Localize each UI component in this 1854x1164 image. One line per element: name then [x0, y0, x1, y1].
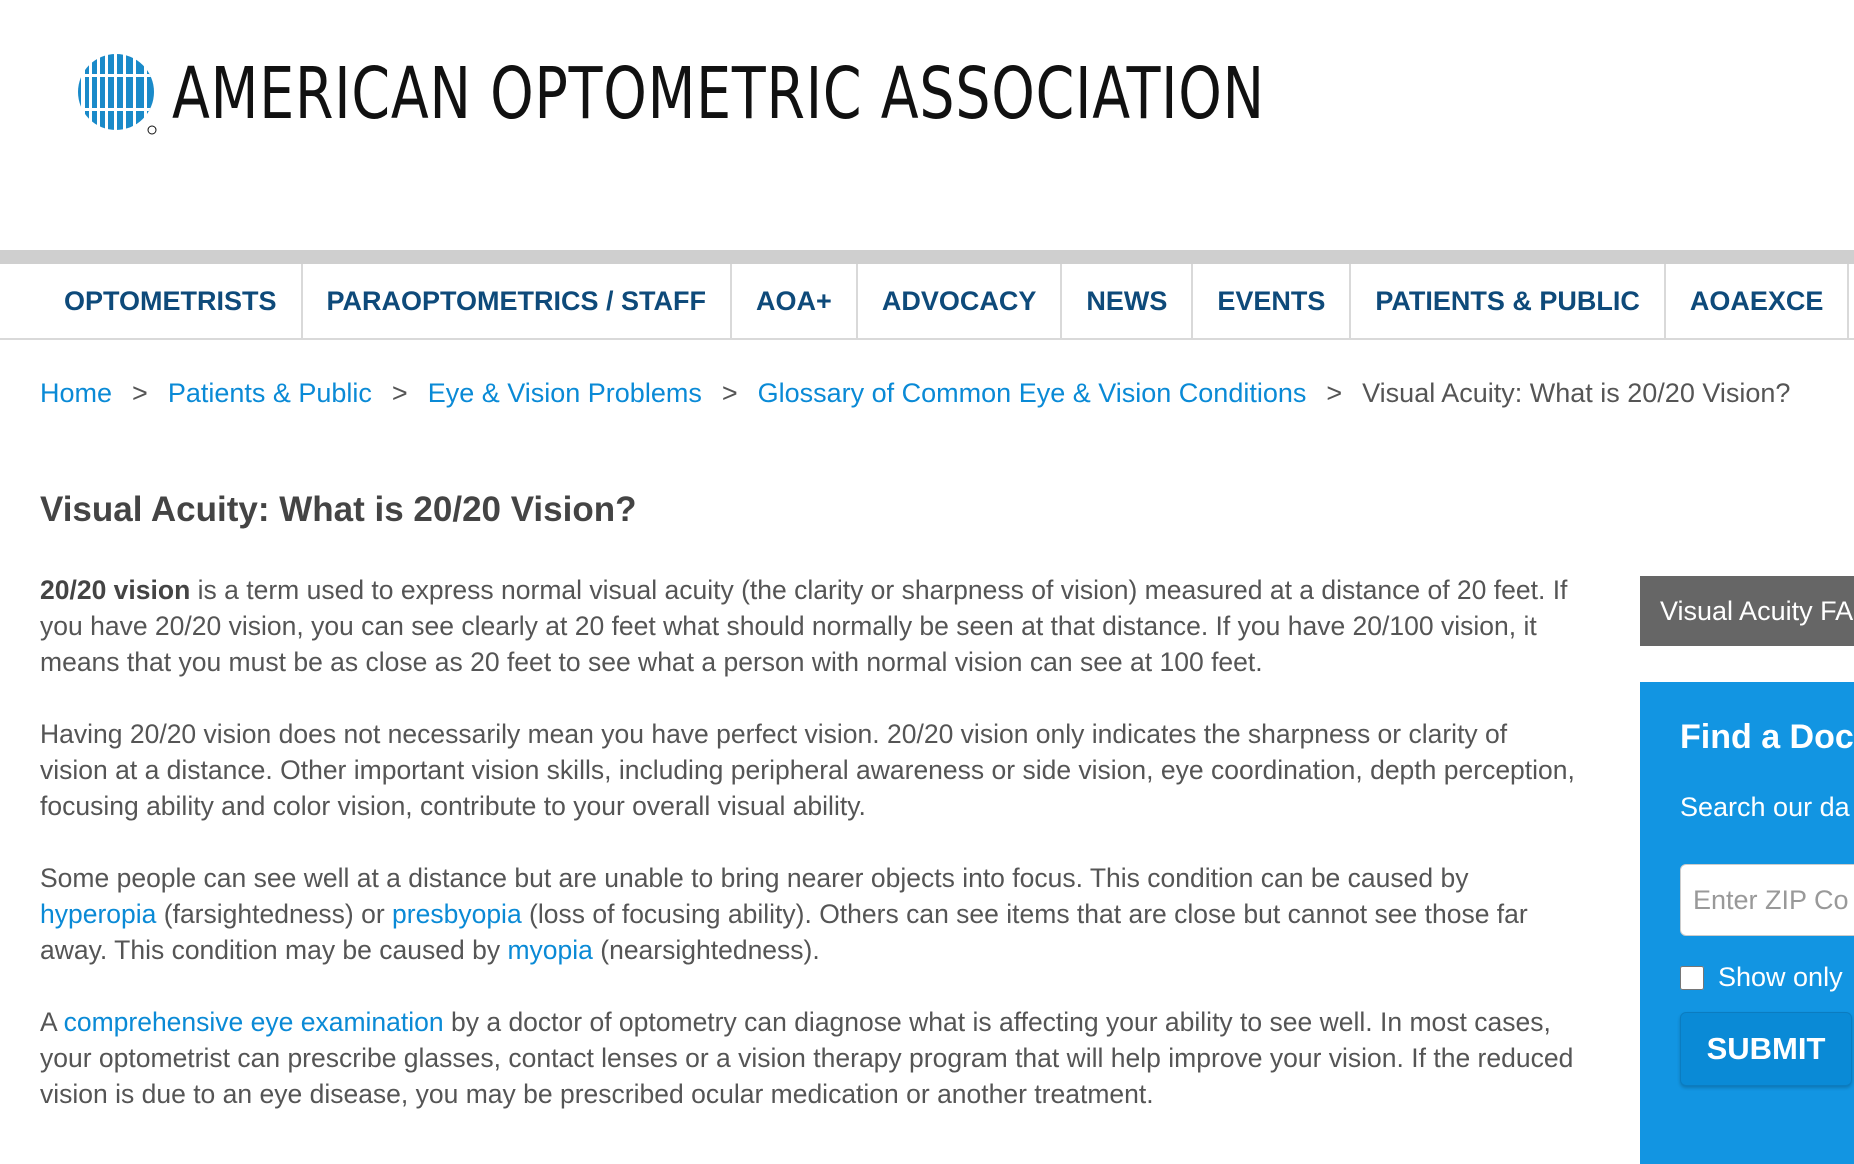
nav-item-news[interactable]: NEWS	[1062, 264, 1193, 338]
breadcrumb-eye-vision-problems[interactable]: Eye & Vision Problems	[427, 378, 702, 408]
submit-button[interactable]: SUBMIT	[1680, 1012, 1852, 1086]
hyperopia-link[interactable]: hyperopia	[40, 899, 157, 929]
main-nav	[0, 264, 1854, 340]
site-header	[0, 0, 1854, 250]
breadcrumb-glossary[interactable]: Glossary of Common Eye & Vision Conditions	[757, 378, 1307, 408]
myopia-link[interactable]: myopia	[507, 935, 593, 965]
nav-item-paraoptometrics-staff[interactable]: PARAOPTOMETRICS / STAFF	[303, 264, 733, 338]
page-title: Visual Acuity: What is 20/20 Vision?	[40, 490, 637, 529]
visual-acuity-faq-tab[interactable]: Visual Acuity FA	[1640, 576, 1854, 646]
breadcrumb-separator: >	[391, 378, 408, 408]
header-divider-bar	[0, 250, 1854, 264]
paragraph-text: (loss of focusing ability). Others can see items that are close but cannot see those far away. This condition may be caused by	[40, 899, 1528, 965]
nav-item-aoaexcel[interactable]: AOAEXCE	[1666, 264, 1850, 338]
show-only-option[interactable]	[1680, 962, 1843, 993]
breadcrumb-separator: >	[721, 378, 738, 408]
find-doctor-description: Search our da	[1680, 792, 1850, 822]
breadcrumb	[40, 378, 1790, 409]
breadcrumb-separator: >	[1326, 378, 1343, 408]
nav-item-aoa-plus[interactable]: AOA+	[732, 264, 858, 338]
find-doctor-title: Find a Doc	[1680, 718, 1854, 756]
article-paragraph	[40, 860, 1580, 968]
logo-wordmark: AMERICAN OPTOMETRIC ASSOCIATION	[172, 51, 1265, 135]
zip-code-input[interactable]	[1680, 864, 1854, 936]
paragraph-text: is a term used to express normal visual acuity (the clarity or sharpness of vision) measured at a distance of 20 feet. If you have 20/20 vision, you can see clearly at 20 feet what should normally be seen at that distance. If you have 20/100 vision, it means that you must be as close as 20 feet to see what a person with normal vision can see at 100 feet.	[40, 575, 1568, 677]
breadcrumb-patients-public[interactable]: Patients & Public	[167, 378, 372, 408]
show-only-label: Show only	[1718, 962, 1843, 992]
aoa-logo-icon	[78, 50, 158, 136]
find-doctor-panel	[1640, 682, 1854, 1164]
paragraph-text: by a doctor of optometry can diagnose what is affecting your ability to see well. In most cases, your optometrist can prescribe glasses, contact lenses or a vision therapy program that will help improve your vision. If the reduced vision is due to an eye disease, you may be prescribed ocular medication or another treatment.	[40, 1007, 1574, 1109]
article-body	[40, 572, 1580, 1148]
paragraph-text: A	[40, 1007, 64, 1037]
presbyopia-link[interactable]: presbyopia	[392, 899, 522, 929]
aoa-logo[interactable]	[78, 50, 1573, 136]
paragraph-text: Having 20/20 vision does not necessarily mean you have perfect vision. 20/20 vision only indicates the sharpness or clarity of vision at a distance. Other important vision skills, including peripheral awareness or side vision, eye coordination, depth perception, focusing ability and color vision, contribute to your overall visual ability.	[40, 719, 1575, 821]
breadcrumb-home[interactable]: Home	[40, 378, 113, 408]
breadcrumb-current: Visual Acuity: What is 20/20 Vision?	[1362, 378, 1791, 408]
nav-item-optometrists[interactable]: OPTOMETRISTS	[0, 264, 303, 338]
nav-item-events[interactable]: EVENTS	[1193, 264, 1351, 338]
show-only-checkbox[interactable]	[1680, 966, 1704, 990]
article-paragraph	[40, 572, 1580, 680]
breadcrumb-separator: >	[132, 378, 148, 408]
paragraph-text: (nearsightedness).	[592, 935, 820, 965]
paragraph-text: (farsightedness) or	[156, 899, 393, 929]
nav-item-patients-public[interactable]: PATIENTS & PUBLIC	[1351, 264, 1666, 338]
article-paragraph	[40, 716, 1580, 824]
comprehensive-eye-exam-link[interactable]: comprehensive eye examination	[63, 1007, 444, 1037]
paragraph-text: Some people can see well at a distance but are unable to bring nearer objects into focus. This condition can be caused by	[40, 863, 1469, 893]
article-paragraph	[40, 1004, 1580, 1112]
nav-item-advocacy[interactable]: ADVOCACY	[858, 264, 1063, 338]
term-bold: 20/20 vision	[40, 575, 191, 605]
